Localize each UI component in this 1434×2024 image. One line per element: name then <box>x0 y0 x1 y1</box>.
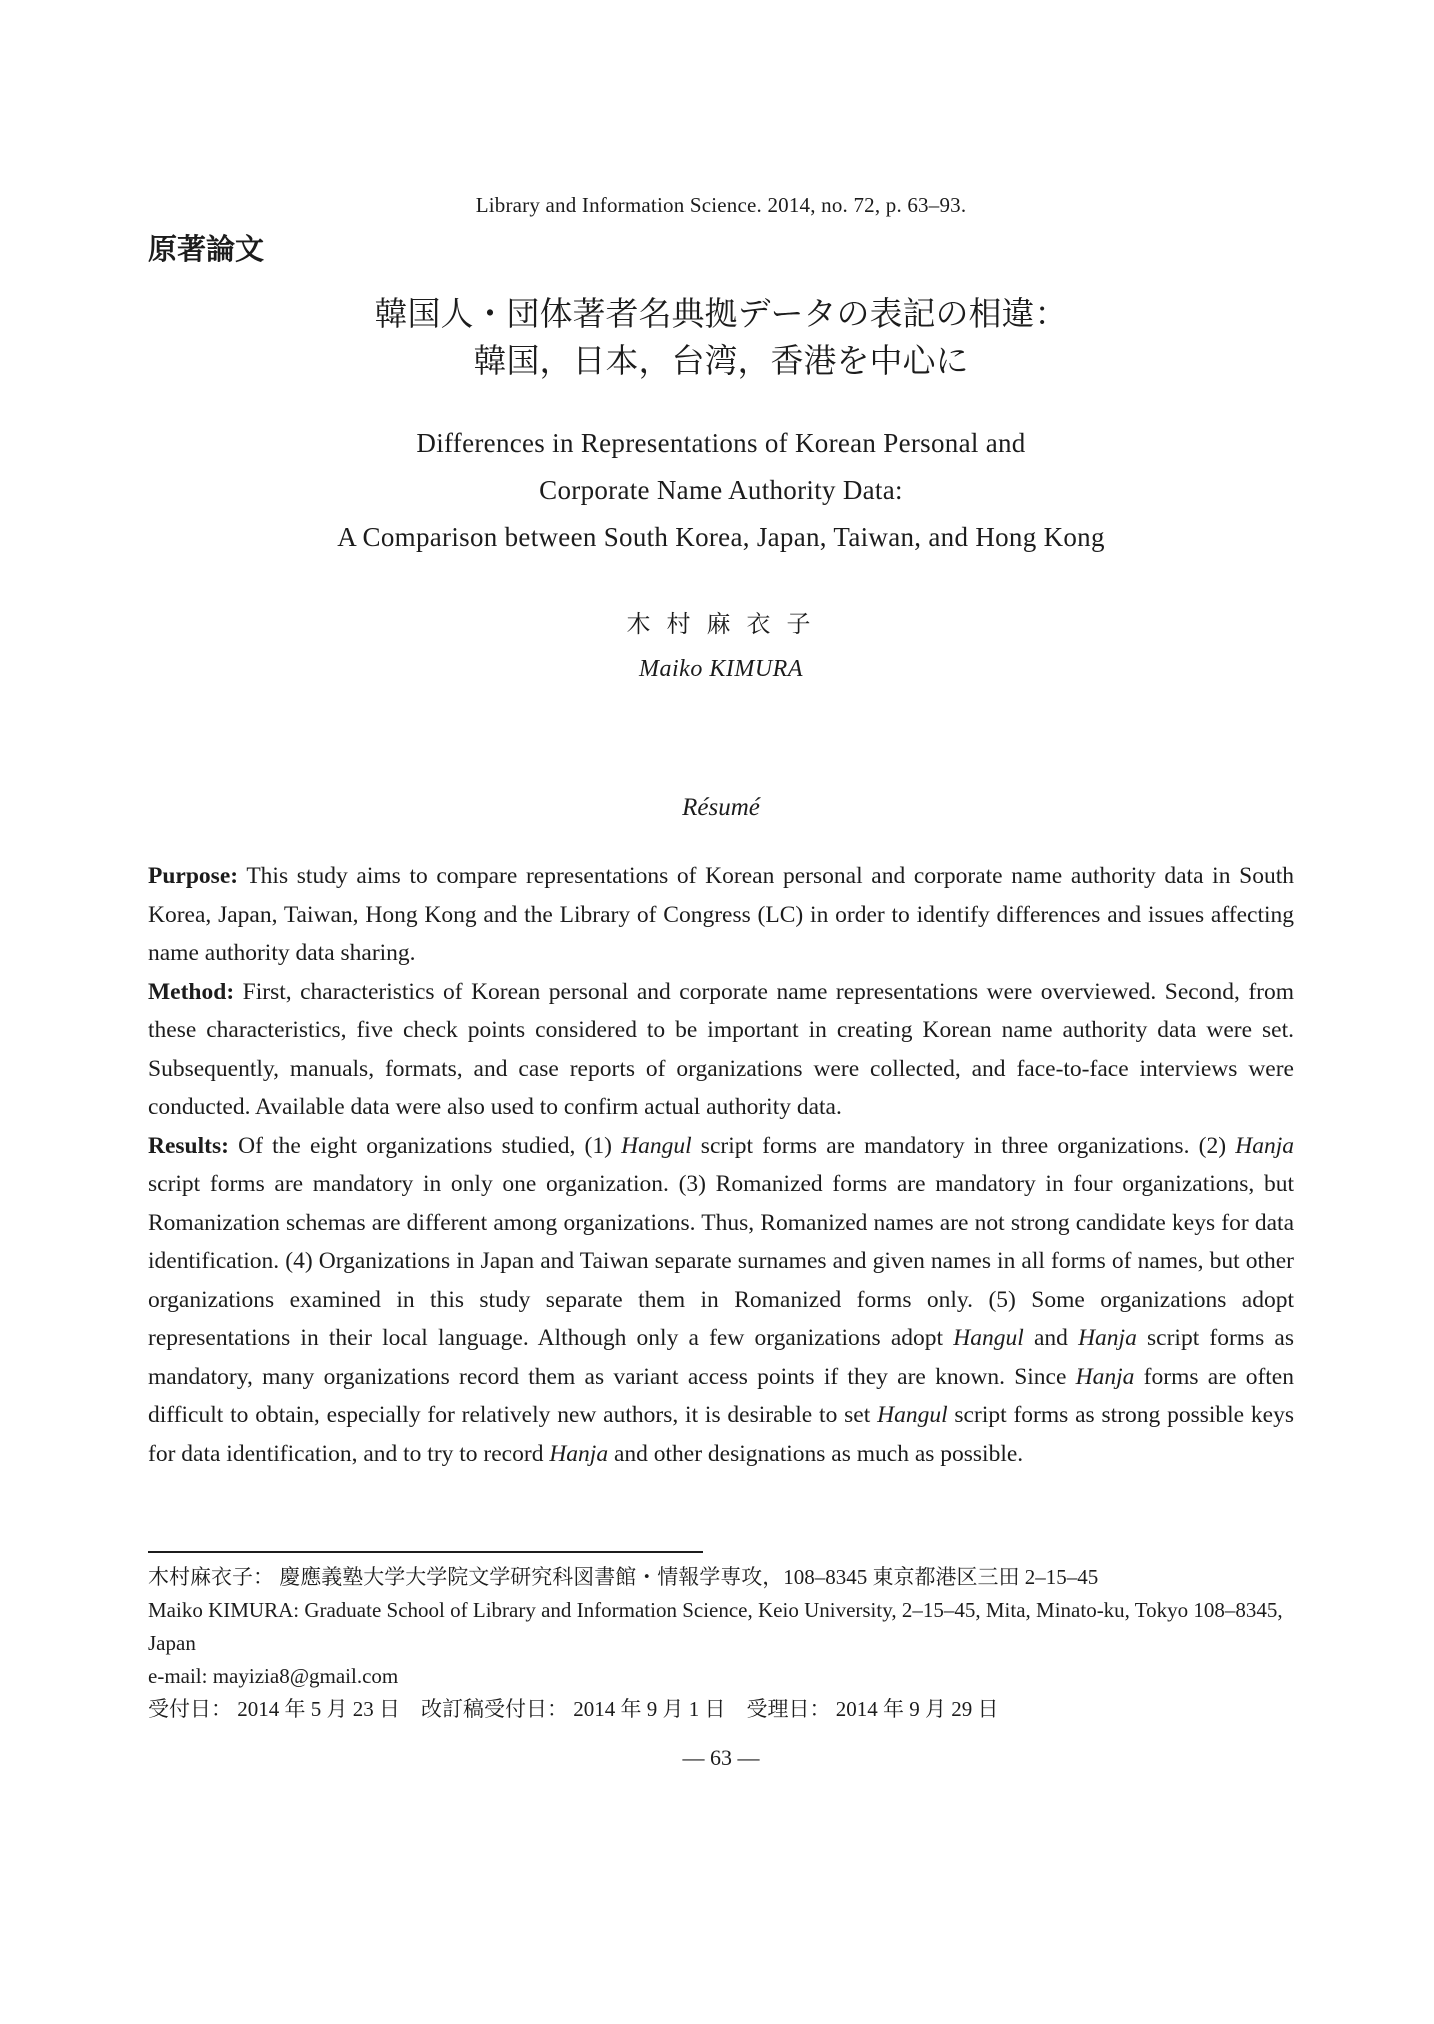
received-dates: 受付日： 2014 年 5 月 23 日 改訂稿受付日： 2014 年 9 月 1 日 受理日： 2014 年 9 月 29 日 <box>148 1697 999 1721</box>
title-japanese-line2: 韓国，日本，台湾，香港を中心に <box>473 344 969 380</box>
title-english-line2: Corporate Name Authority Data: <box>539 475 903 505</box>
email-line: e-mail: mayizia8@gmail.com <box>148 1664 399 1688</box>
title-english-line3: A Comparison between South Korea, Japan, Taiwan, and Hong Kong <box>337 522 1105 552</box>
title-english-line1: Differences in Representations of Korean Personal and <box>416 428 1026 458</box>
resume-heading: Résumé <box>682 794 760 821</box>
author-block <box>148 603 1294 691</box>
author-name-japanese: 木 村 麻 衣 子 <box>626 612 816 638</box>
abstract-paragraph-label: Purpose: <box>148 863 239 889</box>
affiliation-english: Maiko KIMURA: Graduate School of Library and Information Science, Keio University, 2–15–45, Mita, Minato-ku, Tokyo 108–8345, Japan <box>148 1598 1283 1655</box>
author-name-english: Maiko KIMURA <box>639 656 803 682</box>
affiliation-japanese: 木村麻衣子： 慶應義塾大学大学院文学研究科図書館・情報学専攻，108–8345 東京都港区三田 2–15–45 <box>148 1565 1099 1589</box>
title-japanese-line1: 韓国人・団体著者名典拠データの表記の相違： <box>374 297 1068 333</box>
abstract-paragraph-label: Method: <box>148 978 235 1005</box>
abstract-paragraph-label: Results: <box>148 1132 229 1159</box>
abstract-paragraph: Method: First, characteristics of Korean personal and corporate name representations were overviewed. Second, from these characteristics, five check points considered to be important in creating Korean name authority data were set. Subsequently, manuals, formats, and case reports of organizations were collected, and face-to-face interviews were conducted. Available data were also used to confirm actual authority data. <box>148 978 1294 1120</box>
journal-header: Library and Information Science. 2014, no. 72, p. 63–93. <box>475 193 967 217</box>
abstract <box>148 857 1294 1473</box>
title-english <box>148 420 1294 561</box>
abstract-paragraph: Results: Of the eight organizations studied, (1) Hangul script forms are mandatory in three organizations. (2) Hanja script forms are mandatory in only one organization. (3) Romanized forms are mandatory in four organizations, but Romanization schemas are different among organizations. Thus, Romanized names are not strong candidate keys for data identification. (4) Organizations in Japan and Taiwan separate surnames and given names in all forms of names, but other organizations examined in this study separate them in Romanized forms only. (5) Some organizations adopt representations in their local language. Although only a few organizations adopt Hangul and Hanja script forms as mandatory, many organizations record them as variant access points if they are known. Since Hanja forms are often difficult to obtain, especially for relatively new authors, it is desirable to set Hangul script forms as strong possible keys for data identification, and to try to record Hanja and other designations as much as possible. <box>148 1132 1294 1467</box>
title-japanese <box>148 292 1294 386</box>
footnote-rule <box>148 1551 703 1553</box>
article-type-label: 原著論文 <box>148 234 265 266</box>
footnote <box>148 1551 1294 1726</box>
page-number: — 63 — <box>682 1745 760 1770</box>
abstract-paragraph: Purpose: This study aims to compare representations of Korean personal and corporate name authority data in South Korea, Japan, Taiwan, Hong Kong and the Library of Congress (LC) in order to identify differences and issues affecting name authority data sharing. <box>148 863 1294 966</box>
